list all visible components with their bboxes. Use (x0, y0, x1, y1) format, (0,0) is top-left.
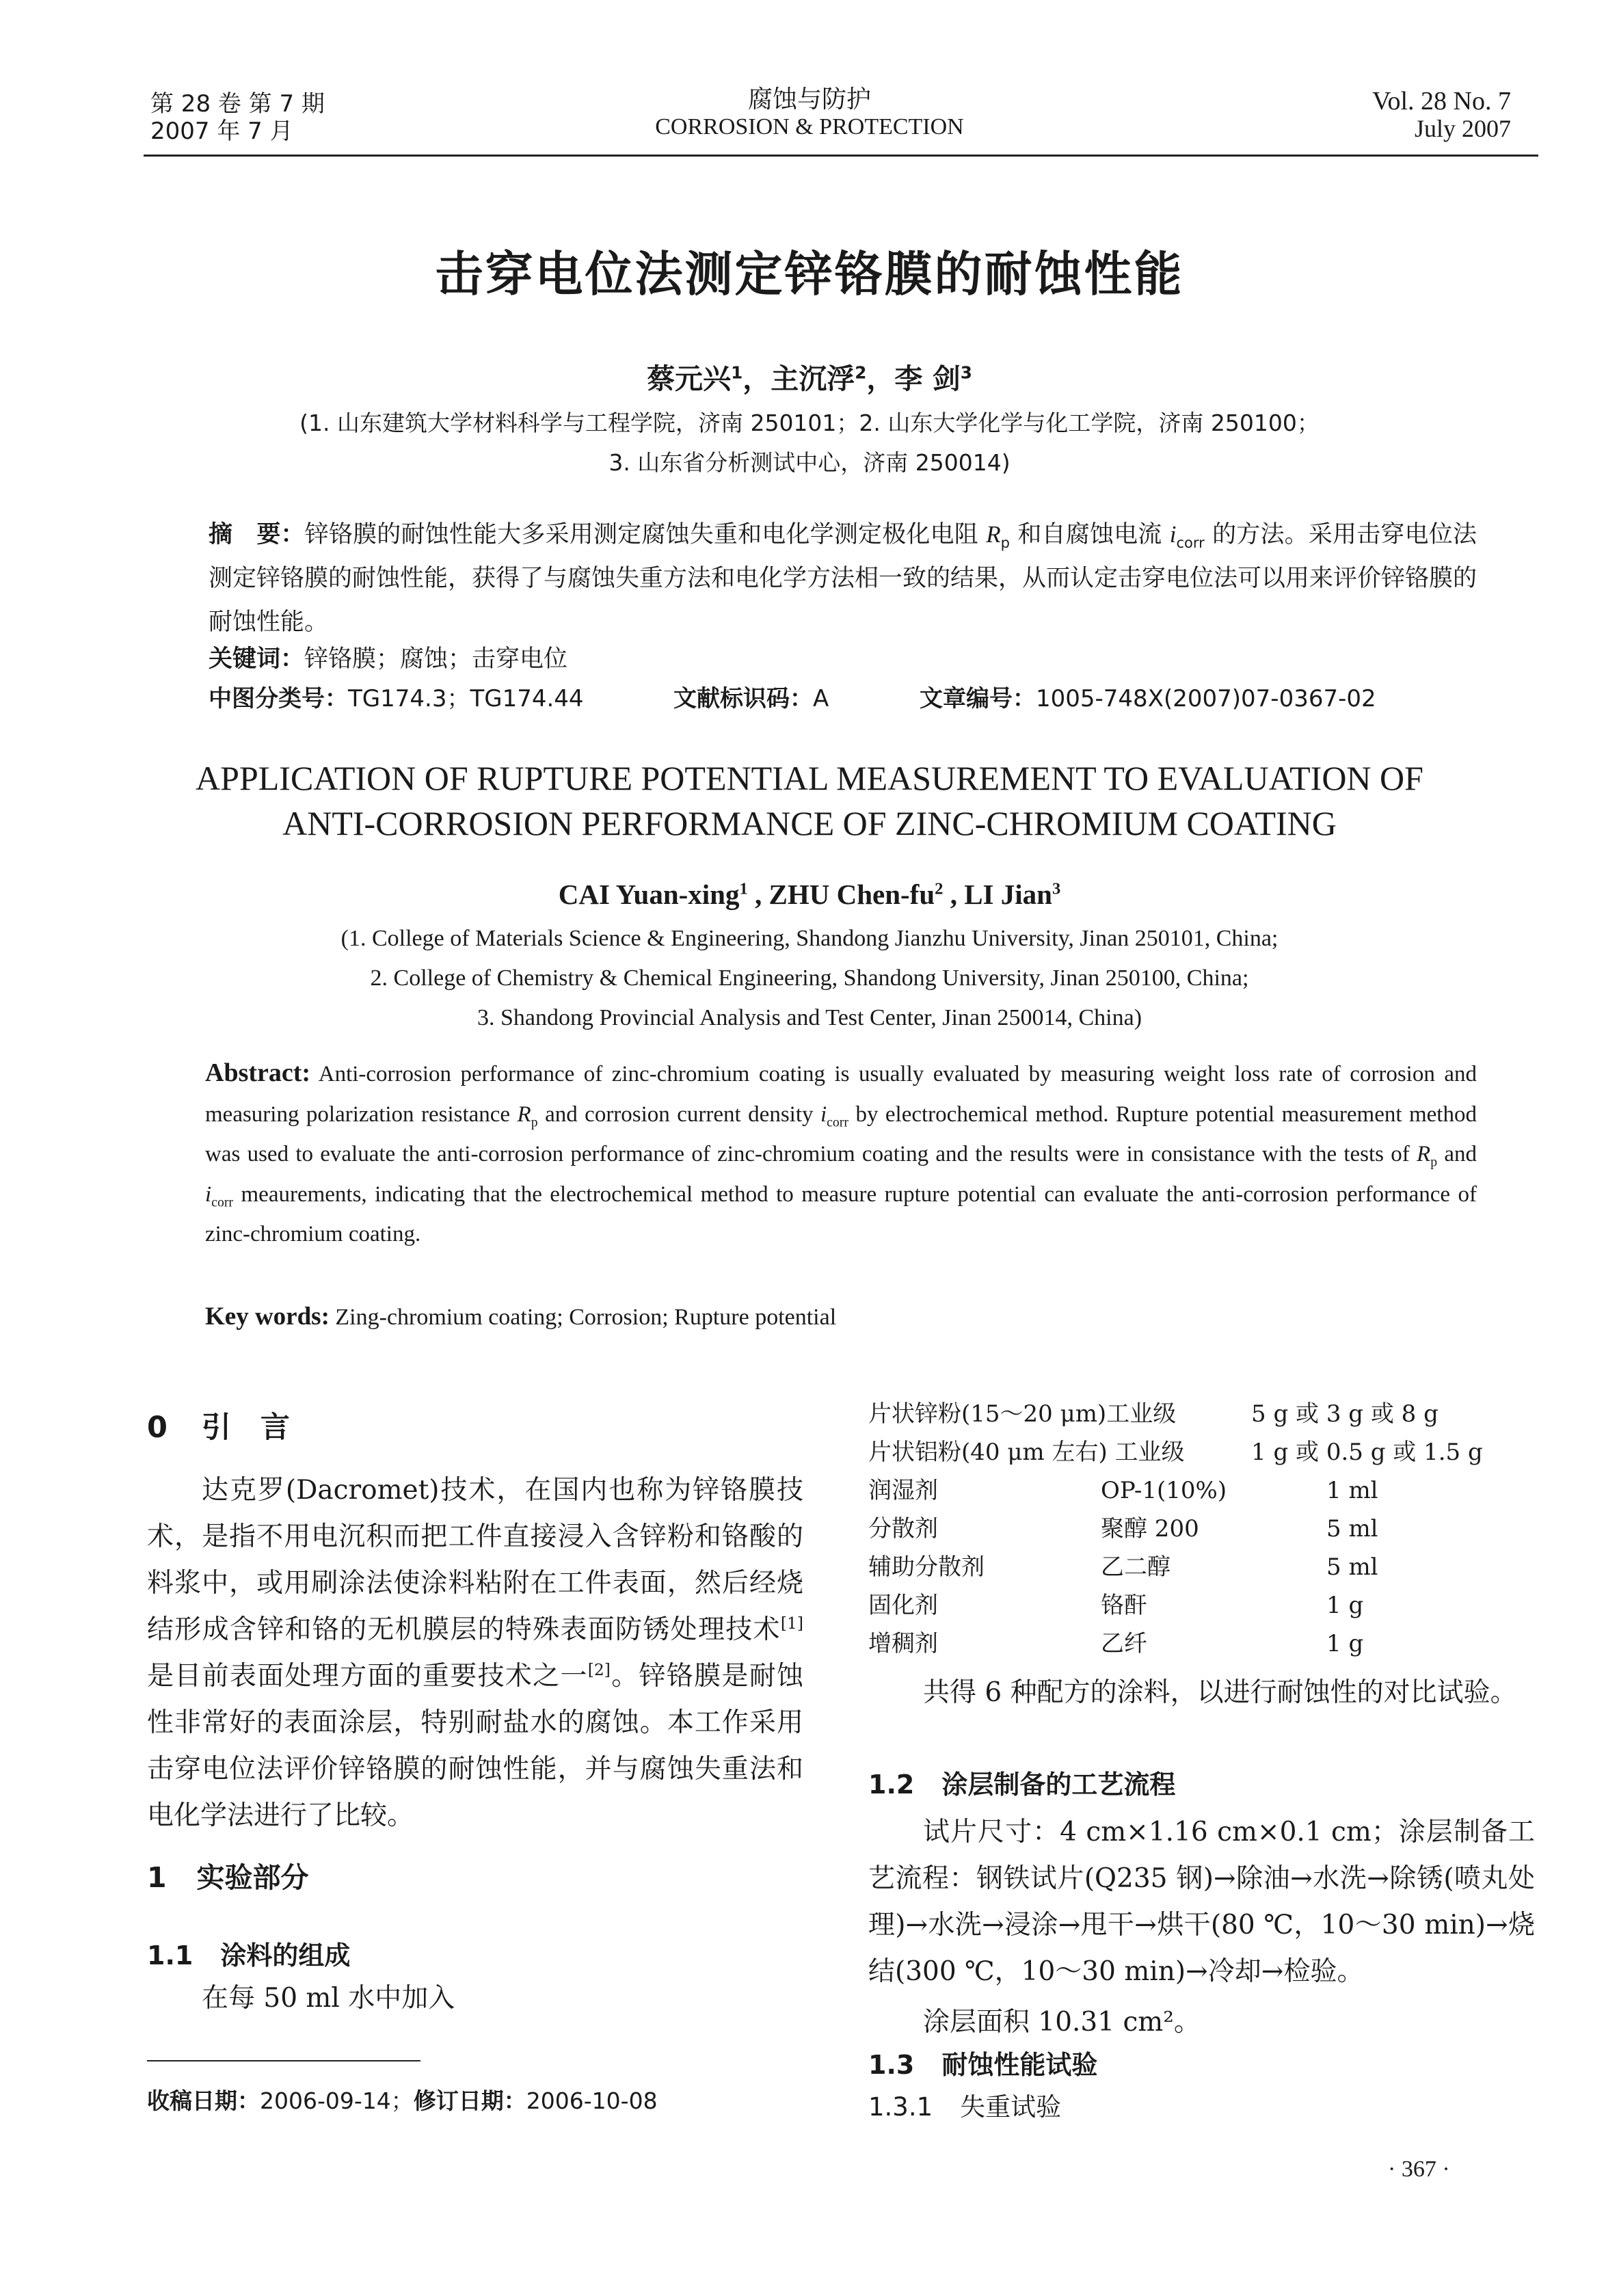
recipe-agent: 乙纤 (1101, 1630, 1147, 1657)
keywords-en-label: Key words: (205, 1303, 330, 1331)
affiliations-cn (0, 403, 1619, 483)
header-center-line1: 腐蚀与防护 (747, 85, 871, 114)
title-en (0, 756, 1619, 846)
section-1-1-heading: 1.1 涂料的组成 (147, 1940, 351, 1971)
section-1-2-process: 试片尺寸：4 cm×1.16 cm×0.1 cm；涂层制备工艺流程：钢铁试片(Q235 钢)→除油→水洗→除锈(喷丸处理)→水洗→浸涂→甩干→烘干(80 ℃，10～30 min)→烧结(300 ℃，10～30 min)→冷却→检验。 (868, 1817, 1535, 1987)
author-en-3: LI Jian (964, 879, 1052, 910)
affil-en-line2: 2. College of Chemistry & Chemical Engineering, Shandong University, Jinan 250100, China; (370, 965, 1249, 991)
authors-cn: 蔡元兴$^1$，主沉浮$^2$，李 剑$^3$ (647, 362, 972, 395)
journal-issue (1162, 88, 1511, 142)
recipe-agent: OP-1(10%) (1101, 1477, 1227, 1504)
abstract-cn: 摘 要：锌铬膜的耐蚀性能大多采用测定腐蚀失重和电化学测定极化电阻 $R_p$ 和自腐蚀电流 $i_{corr}$ 的方法。采用击穿电位法测定锌铬膜的耐蚀性能，获得了与腐蚀失重方法和电化学方法相一致的结果，从而认定击穿电位法可以用来评价锌铬膜的耐蚀性能。 (209, 521, 1477, 636)
recipe-amount: 1 g (1326, 1630, 1364, 1657)
page-number: · 367 · (1388, 2157, 1450, 2182)
header-right-line1: Vol. 28 No. 7 (1372, 87, 1511, 116)
section-1-2-area: 涂层面积 10.31 cm²。 (923, 2007, 1201, 2038)
keywords-cn: 关键词：锌铬膜；腐蚀；击穿电位 (209, 645, 568, 673)
abstract-cn-label: 摘 要： (209, 521, 305, 548)
recipe-amount: 5 ml (1326, 1515, 1378, 1543)
header-left-line2: 2007 年 7 月 (150, 118, 293, 145)
affil-cn-line1: (1. 山东建筑大学材料科学与工程学院，济南 250101；2. 山东大学化学与化工学院，济南 250100； (299, 410, 1320, 436)
recipe-amount: 1 ml (1326, 1477, 1378, 1504)
affil-en-line1: (1. College of Materials Science & Engineering, Shandong Jianzhu University, Jinan 250101, China; (340, 926, 1279, 951)
recipe-component: 润湿剂 (868, 1477, 938, 1504)
title-en-line2: ANTI-CORROSION PERFORMANCE OF ZINC-CHROMIUM COATING (282, 804, 1337, 842)
recipe-row (868, 1586, 1538, 1625)
recipe-agent: 聚醇 200 (1101, 1515, 1199, 1543)
recipe-component: 固化剂 (868, 1592, 938, 1619)
keywords-en: Key words: Zing-chromium coating; Corrosion; Rupture potential (205, 1303, 837, 1331)
journal-volume (150, 90, 424, 145)
recipe-component: 片状锌粉(15～20 μm)工业级 (868, 1400, 1177, 1428)
abstract-en: Abstract: Anti-corrosion performance of zinc-chromium coating is usually evaluated by measuring weight loss rate of corrosion and measuring polarization resistance $R_p$ and corrosion current density $i_{corr}$ by electrochemical method. Rupture potential measurement method was used to evaluate the anti-corrosion performance of zinc-chromium coating and the results were in consistance with the tests of $R_p$ and $i_{corr}$ meaurements, indicating that the electrochemical method to measure rupture potential can evaluate the anti-corrosion performance of zinc-chromium coating. (205, 1058, 1477, 1246)
recipe-row (868, 1510, 1538, 1548)
document-code: 文献标识码：A (673, 685, 829, 712)
author-cn-2: 主沉浮 (771, 362, 855, 395)
author-en-2: ZHU Chen-fu (768, 879, 935, 910)
article-number: 文章编号：1005-748X(2007)07-0367-02 (920, 685, 1376, 712)
recipe-table (868, 1395, 1538, 1668)
section-1-2-heading: 1.2 涂层制备的工艺流程 (868, 1770, 1176, 1800)
clc-code: 中图分类号：TG174.3；TG174.44 (209, 685, 584, 712)
recipe-row (868, 1395, 1538, 1433)
keywords-cn-label: 关键词： (209, 645, 305, 673)
affil-en-line3: 3. Shandong Provincial Analysis and Test Center, Jinan 250014, China) (477, 1005, 1142, 1030)
intro-paragraph: 达克罗(Dacromet)技术，在国内也称为锌铬膜技术，是指不用电沉积而把工件直接浸入含锌粉和铬酸的料浆中，或用刷涂法使涂料粘附在工件表面，然后经烧结形成含锌和铬的无机膜层的特殊表面防锈处理技术[1]是目前表面处理方面的重要技术之一[2]。锌铬膜是耐蚀性非常好的表面涂层，特别耐盐水的腐蚀。本工作采用击穿电位法评价锌铬膜的耐蚀性能，并与腐蚀失重法和电化学法进行了比较。 (147, 1475, 803, 1831)
recipe-row (868, 1433, 1538, 1471)
recipe-row (868, 1625, 1538, 1663)
recipe-row (868, 1471, 1538, 1510)
recipe-amount: 1 g 或 0.5 g 或 1.5 g (1251, 1439, 1483, 1466)
footnote-dates: 收稿日期：2006-09-14；修订日期：2006-10-08 (147, 2087, 658, 2114)
header-rule (144, 155, 1538, 157)
abstract-en-label: Abstract: (205, 1058, 311, 1087)
section-1-heading: 1 实验部分 (147, 1861, 309, 1894)
recipe-agent: 铬酐 (1101, 1592, 1147, 1619)
recipe-row (868, 1548, 1538, 1586)
journal-name (604, 86, 1015, 141)
section-0-heading: 0 引 言 (147, 1411, 290, 1445)
recipe-component: 增稠剂 (868, 1630, 938, 1657)
affil-cn-line2: 3. 山东省分析测试中心，济南 250014) (608, 449, 1011, 476)
recipe-component: 分散剂 (868, 1515, 938, 1543)
recipe-component: 辅助分散剂 (868, 1553, 985, 1581)
footnote-rule (147, 2060, 420, 2061)
recipe-component: 片状铝粉(40 μm 左右) 工业级 (868, 1439, 1185, 1466)
section-1-1-text: 在每 50 ml 水中加入 (202, 1983, 455, 2014)
recipe-agent: 乙二醇 (1101, 1553, 1170, 1581)
author-cn-3: 李 剑 (894, 362, 961, 395)
header-right-line2: July 2007 (1414, 115, 1511, 142)
section-1-3-1-heading: 1.3.1 失重试验 (868, 2092, 1062, 2122)
recipe-amount: 5 ml (1326, 1553, 1378, 1581)
author-cn-1: 蔡元兴 (647, 362, 732, 395)
classification-line (209, 678, 1508, 719)
header-left-line1: 第 28 卷 第 7 期 (150, 90, 325, 118)
section-1-3-heading: 1.3 耐蚀性能试验 (868, 2050, 1098, 2080)
title-cn: 击穿电位法测定锌铬膜的耐蚀性能 (435, 246, 1184, 302)
recipe-amount: 1 g (1326, 1592, 1364, 1619)
recipe-amount: 5 g 或 3 g 或 8 g (1251, 1400, 1439, 1428)
title-en-line1: APPLICATION OF RUPTURE POTENTIAL MEASUREMENT TO EVALUATION OF (196, 759, 1423, 797)
recipe-note: 共得 6 种配方的涂料，以进行耐蚀性的对比试验。 (923, 1677, 1517, 1708)
header-center-line2: CORROSION & PROTECTION (655, 114, 964, 139)
authors-en: CAI Yuan-xing$^1$ , ZHU Chen-$fu^2$ , LI Jian$^3$ (558, 879, 1061, 910)
author-en-1: CAI Yuan-xing (558, 879, 740, 910)
affiliations-en (0, 919, 1619, 1038)
